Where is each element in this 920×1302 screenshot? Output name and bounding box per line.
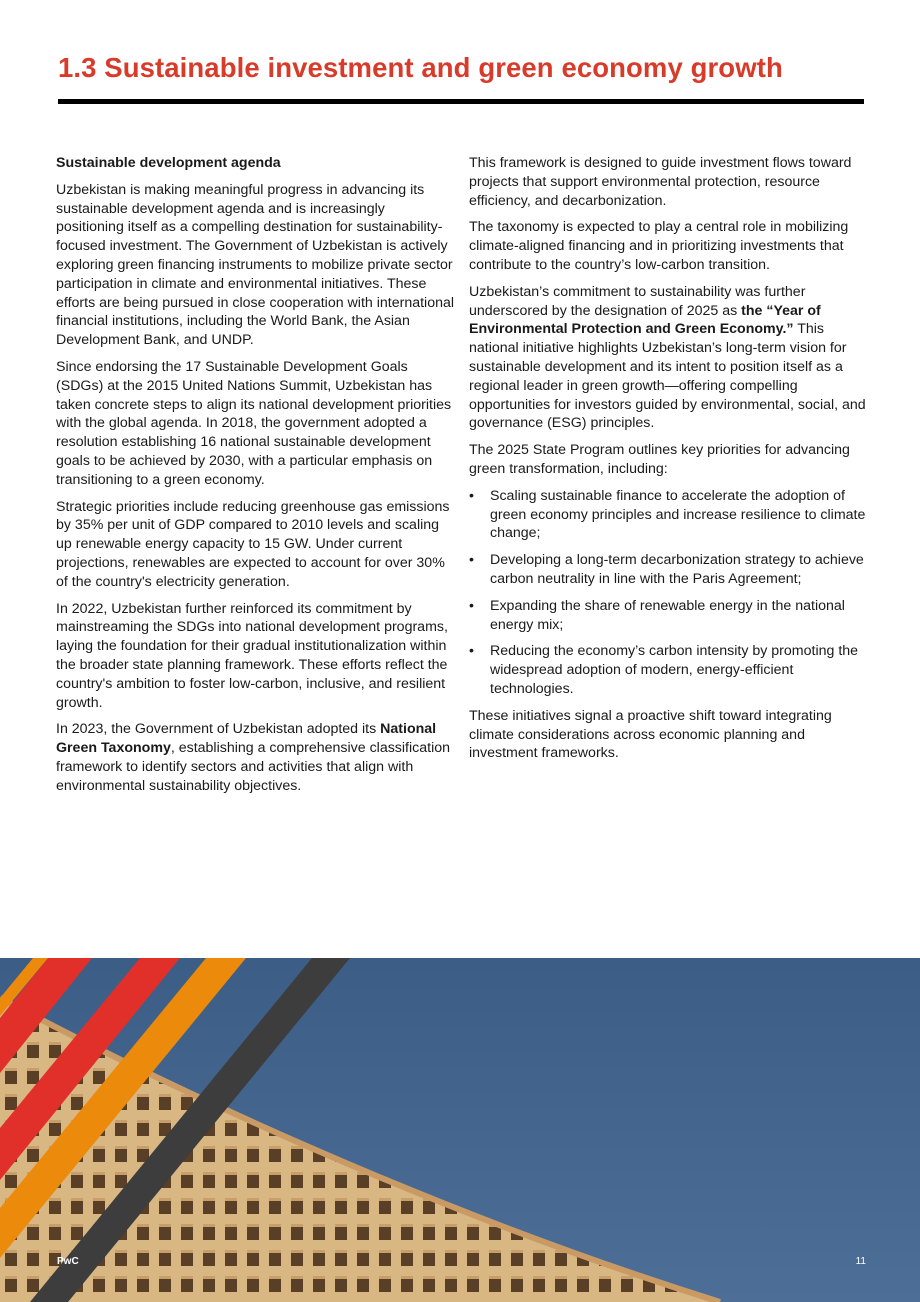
paragraph-intro: Uzbekistan is making meaningful progress in advancing its sustainable development agenda and is increasingly positioning itself as a compelling destination for sustainability-focused investment. The Government of Uzbekistan is actively exploring green financing instruments to mobilize private sector participation in climate and environmental initiatives. These efforts are being pursued in close cooperation with international financial institutions, including the World Bank, the Asian Development Bank, and UNDP.	[56, 181, 455, 349]
page-number: 11	[855, 1256, 866, 1267]
paragraph-year-2025	[469, 283, 869, 433]
paragraph-2023	[56, 720, 456, 795]
paragraph-framework: This framework is designed to guide investment flows toward projects that support environmental protection, resource efficiency, and decarbonization.	[469, 155, 852, 209]
list-item-text: Expanding the share of renewable energy in the national energy mix;	[490, 597, 845, 633]
list-item	[469, 597, 869, 635]
paragraph-priorities: Strategic priorities include reducing greenhouse gas emissions by 35% per unit of GDP compared to 2010 levels and scaling up renewable energy capacity to 15 GW. Under current projections, renewables are expected to account for over 30% of the country's electricity generation.	[56, 498, 450, 590]
hotel-sign-overlay	[0, 958, 920, 1302]
paragraph-state-program: The 2025 State Program outlines key priorities for advancing green transformation, including:	[469, 442, 850, 477]
title-rule	[58, 99, 864, 104]
right-column	[469, 154, 869, 771]
paragraph-2022: In 2022, Uzbekistan further reinforced its commitment by mainstreaming the SDGs into national development programs, laying the foundation for their gradual institutionalization within the broader state planning framework. These efforts reflect the country's ambition to foster low-carbon, inclusive, and resilient growth.	[56, 600, 448, 711]
paragraph-2023-text-2: , establishing a comprehensive classification framework to identify sectors and activities that align with environmental sustainability objectives.	[56, 740, 451, 794]
bullet-icon: •	[469, 643, 474, 660]
green-taxonomy-term: National Green Taxonomy	[56, 721, 437, 757]
list-item-text: Reducing the economy’s carbon intensity by promoting the widespread adoption of modern, energy-efficient technologies.	[490, 643, 859, 697]
bullet-icon: •	[469, 597, 474, 614]
list-item	[469, 487, 869, 543]
bullet-icon: •	[469, 487, 474, 504]
list-item-text: Developing a long-term decarbonization strategy to achieve carbon neutrality in line with the Paris Agreement;	[490, 552, 864, 587]
section-subheading: Sustainable development agenda	[56, 155, 281, 171]
list-item	[469, 551, 869, 589]
paragraph-conclusion: These initiatives signal a proactive shift toward integrating climate considerations across economic planning and investment frameworks.	[469, 707, 832, 762]
paragraph-year-text-2: This national initiative highlights Uzbekistan’s long-term vision for sustainable development and its intent to position itself as a regional leader in green growth—offering compelling opportunities for investors guided by environmental, social, and governance (ESG) principles.	[469, 321, 866, 432]
paragraph-sdgs: Since endorsing the 17 Sustainable Development Goals (SDGs) at the 2015 United Nations Summit, Uzbekistan has taken concrete steps to align its national development priorities with the global agenda. In 2018, the government adopted a resolution establishing 16 national sustainable development goals to be achieved by 2030, with a particular emphasis on transitioning to a green economy.	[56, 358, 452, 488]
list-item	[469, 642, 869, 698]
paragraph-2023-text-1: In 2023, the Government of Uzbekistan adopted its	[56, 721, 381, 738]
footer-brand: PwC	[57, 1256, 79, 1267]
paragraph-taxonomy: The taxonomy is expected to play a central role in mobilizing climate-aligned financing and in prioritizing investments that contribute to the country’s low-carbon transition.	[469, 219, 849, 273]
left-column	[56, 154, 456, 804]
paragraph-year-text-1: Uzbekistan’s commitment to sustainability was further underscored by the designation of 2025 as	[469, 283, 806, 319]
year-designation: the “Year of Environmental Protection and Green Economy.”	[469, 302, 821, 338]
bullet-icon: •	[469, 552, 474, 569]
priority-list	[469, 487, 869, 699]
hotel-uzbekistan-photo	[0, 958, 920, 1302]
page-title: 1.3 Sustainable investment and green economy growth	[58, 52, 783, 83]
list-item-text: Scaling sustainable finance to accelerate the adoption of green economy principles and increase resilience to climate change;	[490, 487, 866, 542]
